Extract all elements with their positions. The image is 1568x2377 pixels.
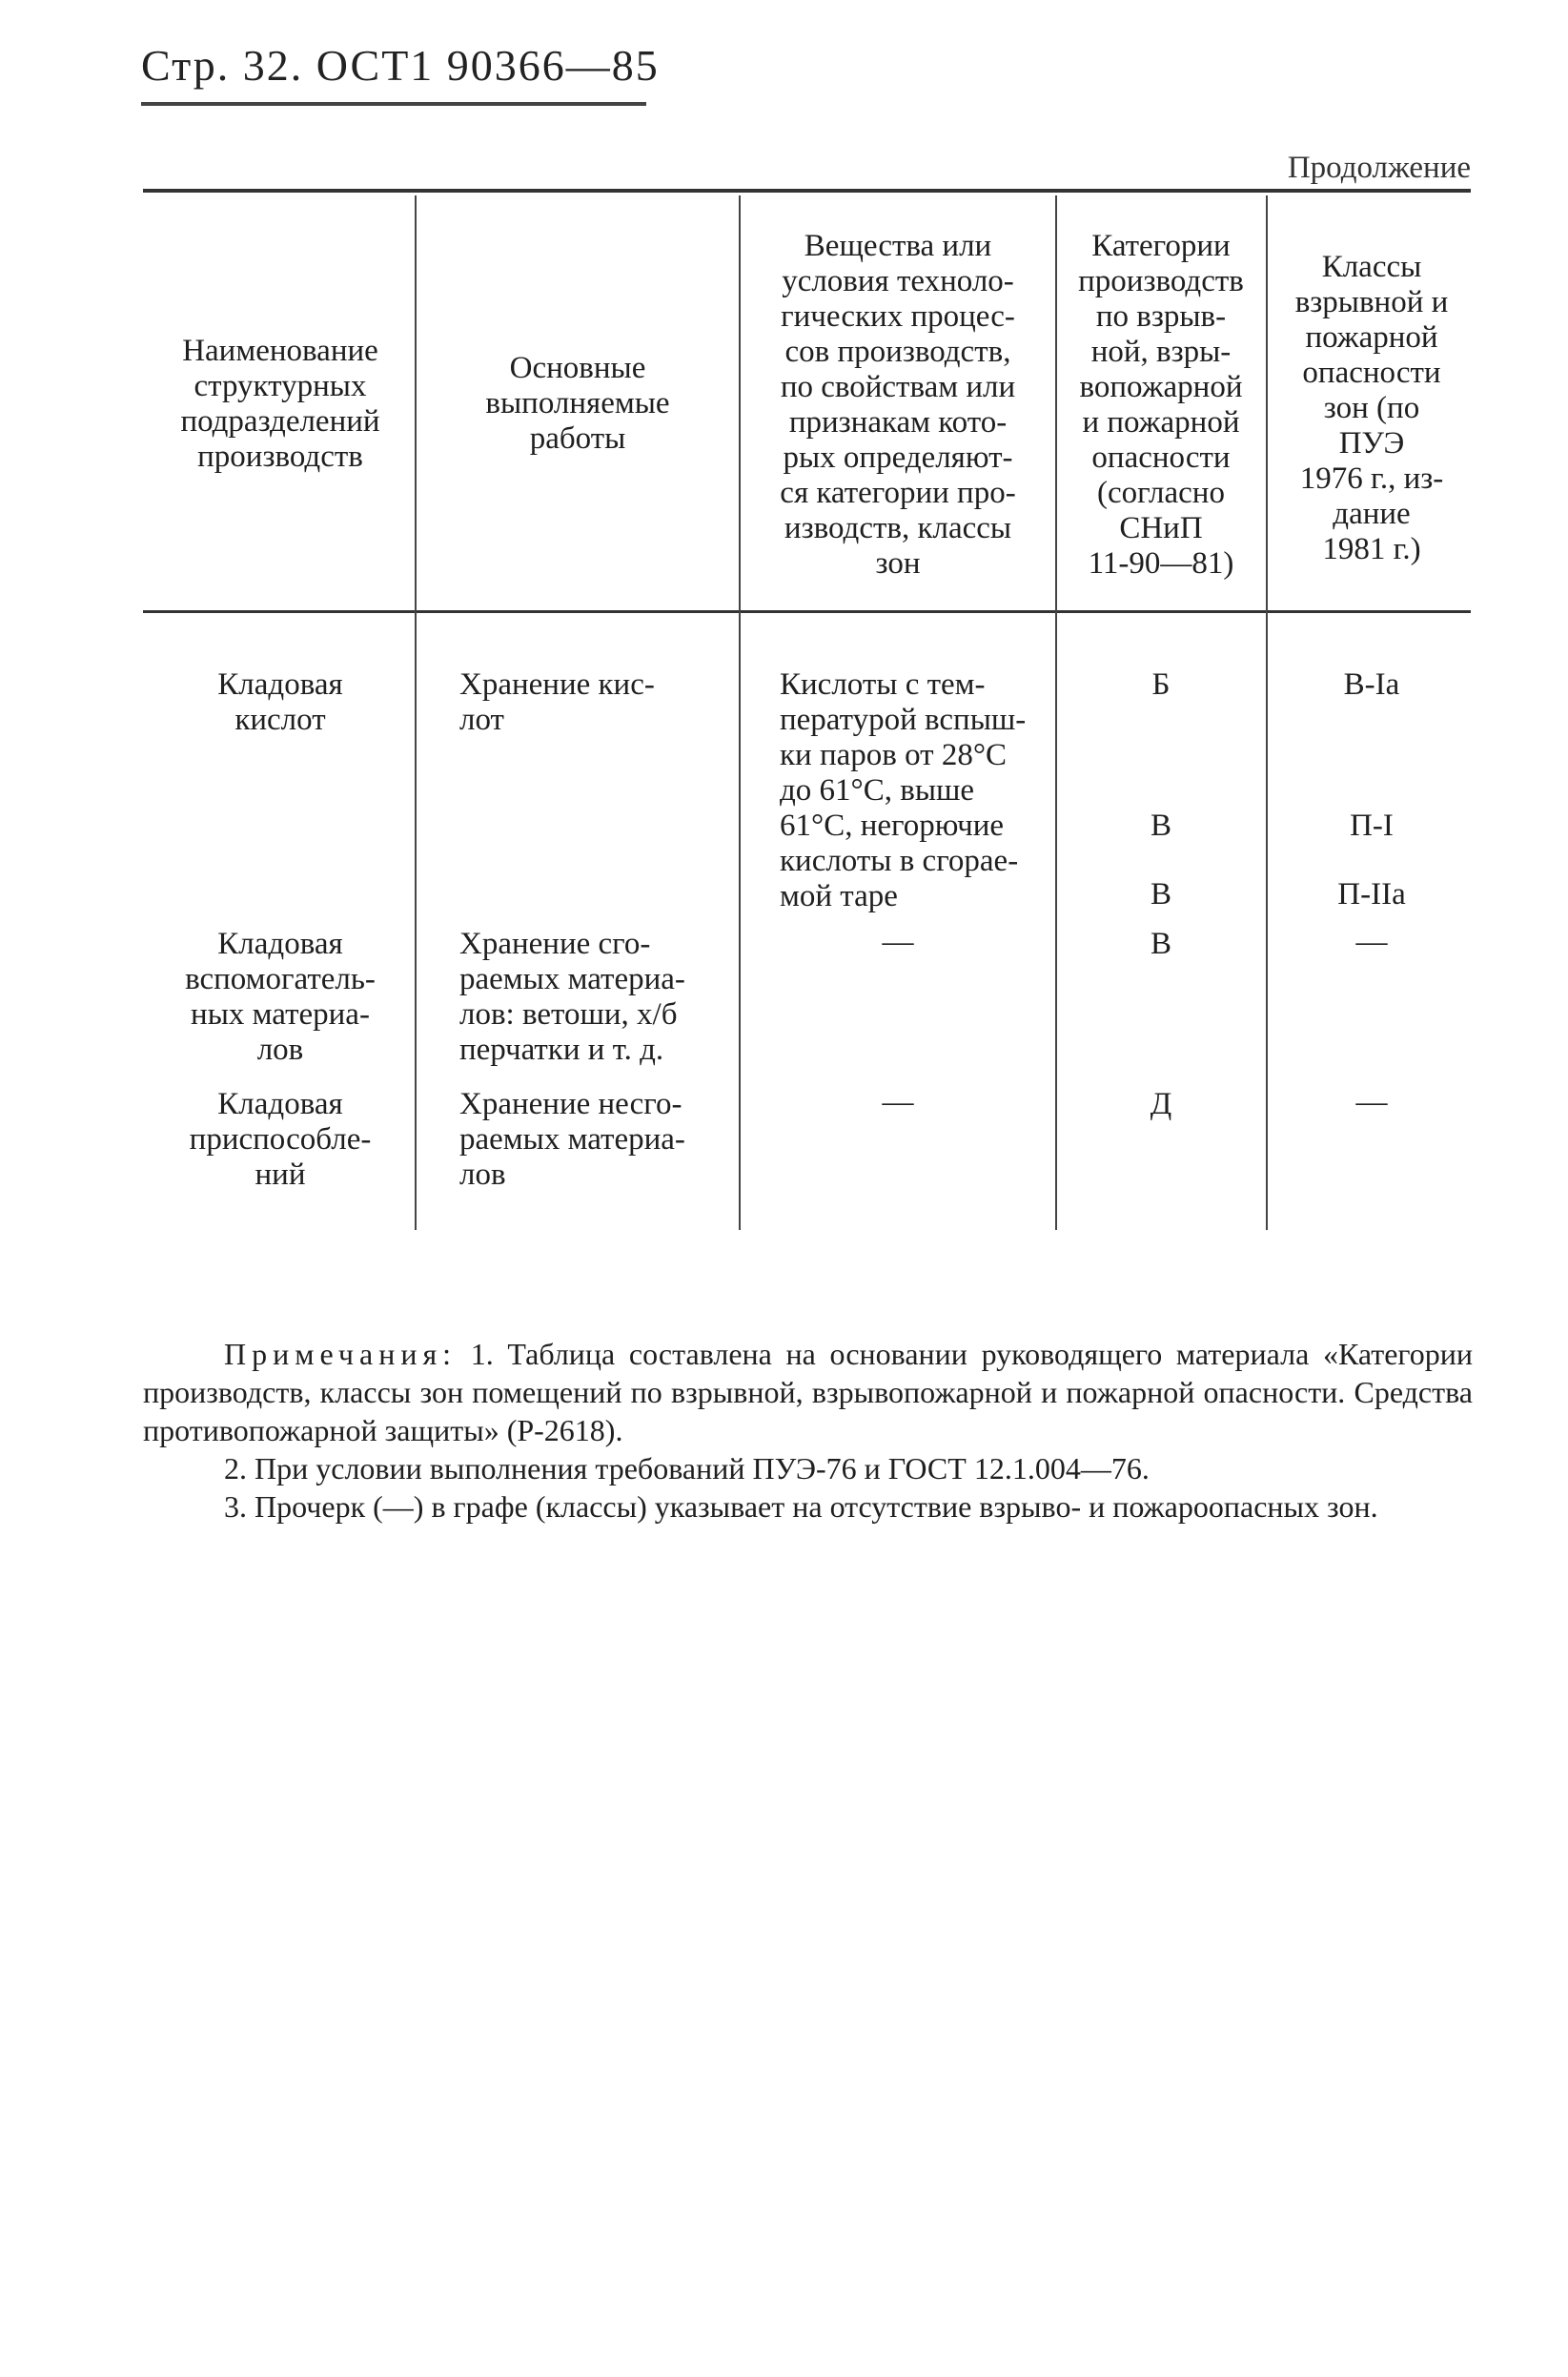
continuation-label: Продолжение <box>1287 151 1471 185</box>
row-3-name: Кладовая приспособле- ний <box>189 1087 372 1192</box>
row-1-works: Хранение кис- лот <box>459 667 655 737</box>
row-3-class: — <box>1355 1085 1388 1119</box>
row-1-class-3: П-IIа <box>1337 877 1406 912</box>
header-cell-categories: Категории производств по взрыв- ной, взры- вопожарной и пожарной опасности (согласно СНиП 11-90—81) <box>1078 229 1244 581</box>
row-1-class-1: В-Iа <box>1343 667 1400 702</box>
notes-section <box>143 1335 1473 1526</box>
header-cell-works: Основные выполняемые работы <box>485 351 670 456</box>
table-top-rule <box>143 189 1471 193</box>
note-1 <box>143 1335 1473 1449</box>
row-2-name: Кладовая вспомогатель- ных материа- лов <box>185 927 376 1067</box>
row-1-category-2: В <box>1150 809 1171 843</box>
header-bottom-rule <box>143 610 1471 613</box>
row-3-substances: — <box>882 1085 914 1119</box>
row-1-category-3: В <box>1150 877 1171 912</box>
header-cell-name: Наименование структурных подразделений производств <box>180 334 380 474</box>
row-2-substances: — <box>882 925 914 959</box>
row-3-category: Д <box>1150 1087 1172 1121</box>
row-2-category: В <box>1150 927 1171 961</box>
header-cell-substances: Вещества или условия техноло- гических процес- сов производств, по свойствам или признакам кото- рых определяют- ся категории про- изводств, классы зон <box>780 229 1016 581</box>
row-2-works: Хранение сго- раемых материа- лов: ветоши, х/б перчатки и т. д. <box>459 927 685 1067</box>
note-2: 2. При условии выполнения требований ПУЭ-76 и ГОСТ 12.1.004—76. <box>224 1451 1150 1486</box>
header-underline <box>141 102 646 106</box>
column-divider-2 <box>739 195 741 1230</box>
column-divider-4 <box>1266 195 1268 1230</box>
row-1-name: Кладовая кислот <box>217 667 343 737</box>
page-header: Стр. 32. ОСТ1 90366—85 <box>141 41 660 90</box>
header-cell-classes: Классы взрывной и пожарной опасности зон (по ПУЭ 1976 г., из- дание 1981 г.) <box>1294 250 1449 566</box>
row-3-works: Хранение несго- раемых материа- лов <box>459 1087 685 1192</box>
row-1-class-2: П-I <box>1350 809 1394 843</box>
row-2-class: — <box>1355 925 1388 959</box>
notes-label: Примечания: <box>224 1337 458 1371</box>
row-1-category-1: Б <box>1151 667 1171 702</box>
row-1-substances: Кислоты с тем- пературой вспыш- ки паров от 28°С до 61°С, выше 61°С, негорючие кислоты в сгорае- мой таре <box>780 667 1027 913</box>
column-divider-1 <box>415 195 417 1230</box>
note-3: 3. Прочерк (—) в графе (классы) указывает на отсутствие взрыво- и пожароопасных зон. <box>224 1489 1378 1524</box>
note-1-text: 1. Таблица составлена на основании руководящего материала «Категории производств, классы зон помещений по взрывной, взрывопожарной и пожарной опасности. Средства противопожарной защиты» (Р-2618). <box>143 1337 1474 1447</box>
